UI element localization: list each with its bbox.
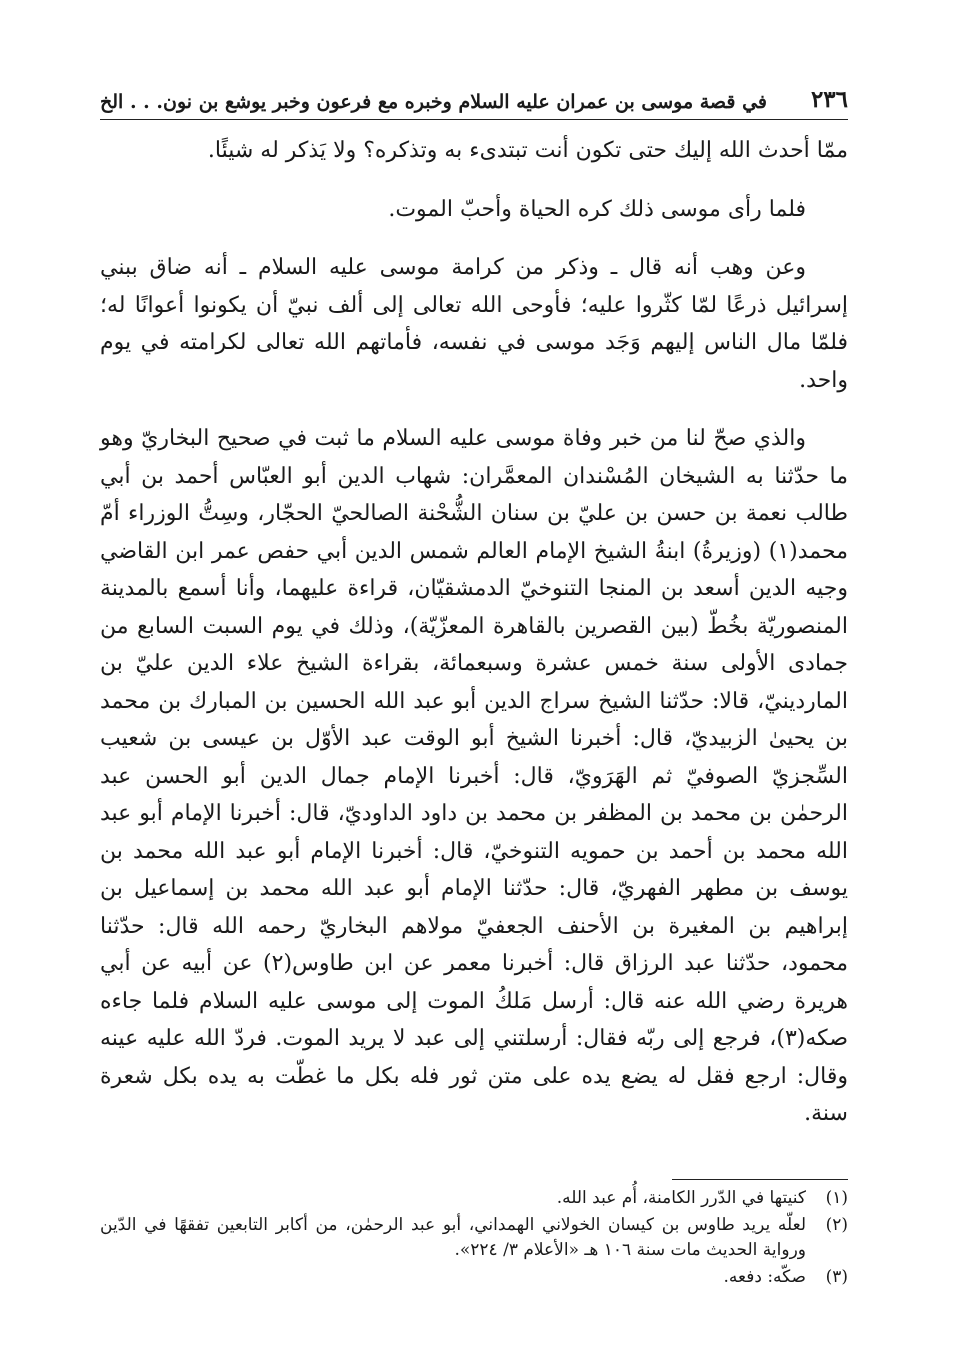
footnote-number: (١): [825, 1188, 848, 1208]
paragraph-3: وعن وهب أنه قال ـ وذكر من كرامة موسى عليه السلام ـ أنه ضاق ببني إسرائيل ذرعًا لمّا كثّروا عليه؛ فأوحى الله تعالى إلى ألف نبيّ أن يكونوا أعوانًا له؛ فلمّا مال الناس إليهم وَجَد موسى في نفسه، فأماتهم الله تعالى لكرامته في يوم واحد.: [100, 255, 848, 393]
footnote-1: [100, 1186, 848, 1211]
footnote-text: كنيتها في الدّرر الكامنة، أُم عبد الله.: [556, 1188, 806, 1208]
footnotes: [100, 1186, 848, 1292]
paragraph-4-part-a: والذي صحّ لنا من خبر وفاة موسى عليه السلام ما ثبت في صحيح البخاريّ وهو ما حدّثنا به الشيخان المُسْندان المعمَّران: شهاب الدين أبو العبّاس أحمد بن أبي طالب نعمة بن حسن بن عليّ بن سنان الشُّحْنة الصالحيّ الحجّار، وسِتُّ الوزراء أمّ محمد: [100, 426, 848, 564]
paragraph-2: فلما رأى موسى ذلك كره الحياة وأحبّ الموت.: [388, 196, 806, 222]
footnote-ref-2: (٢): [263, 951, 293, 976]
footnote-2: [100, 1213, 848, 1263]
footnote-ref-3: (٣): [776, 1026, 806, 1051]
footnote-number: (٢): [825, 1215, 848, 1235]
footnote-divider: [672, 1179, 848, 1180]
paragraph-1: ممّا أحدث الله إليك حتى تكون أنت تبتدىء به وتذكره؟ ولا يَذكر له شيئًا.: [207, 138, 848, 163]
footnote-ref-1: (١): [768, 538, 798, 564]
footnote-text: لعلّه يريد طاوس بن كيسان الخولاني الهمداني، أبو عبد الرحمٰن، من أكابر التابعين تفقهًا في الدّين ورواية الحديث مات سنة ١٠٦ هـ «الأعلام ٣/ ٢٢٤».: [100, 1215, 806, 1260]
main-text: [100, 132, 848, 1133]
footnote-text: صكّه: دفعه.: [723, 1267, 806, 1287]
page-number: ٢٣٦: [810, 86, 848, 113]
footnote-3: [100, 1265, 848, 1290]
paragraph-4-part-d: ، فرجع إلى ربّه فقال: أرسلتني إلى عبد لا يريد الموت. فردّ الله عليه عينه وقال: ارجع فقل له يضع يده على متن ثور فله بكل ما غطّت به يده بكل شعرة سنة.: [100, 1026, 848, 1126]
footnote-number: (٣): [825, 1267, 848, 1287]
paragraph-4-part-b: (وزيرةُ) ابنةُ الشيخ الإمام العالم شمس الدين أبي حفص عمر ابن القاضي وجيه الدين أسعد بن المنجا التنوخيّ الدمشقيّان، قراءة عليهما، وأنا أسمع بالمدينة المنصوريّة بخُطّ (بين القصرين بالقاهرة المعزّيّة)، وذلك في يوم السبت السابع من جمادى الأولى سنة خمس عشرة وسبعمائة، بقراءة الشيخ علاء الدين عليّ بن الماردينيّ، قالا: حدّثنا الشيخ سراج الدين أبو عبد الله الحسين بن المبارك بن محمد بن يحيىٰ الزبيديّ، قال: أخبرنا الشيخ أبو الوقت عبد الأوّل بن عيسى بن شعيب السِّجزيّ الصوفيّ ثم الهَرَويّ، قال: أخبرنا الإمام جمال الدين أبو الحسن عبد الرحمٰن بن محمد بن المظفر بن محمد بن داود الداوديّ، قال: أخبرنا الإمام أبو عبد الله محمد بن أحمد بن حمويه التنوخيّ، قال: أخبرنا الإمام أبو عبد الله محمد بن يوسف بن مطهر الفهريّ، قال: حدّثنا الإمام أبو عبد الله محمد بن إسماعيل بن إبراهيم بن المغيرة بن الأحنف الجعفيّ مولاهم البخاريّ رحمه الله قال: حدّثنا محمود، حدّثنا عبد الرزاق قال: أخبرنا معمر عن ابن طاوس: [100, 538, 849, 976]
paragraph-4: [100, 420, 848, 1133]
paragraph-4-part-c: عن أبيه عن أبي هريرة رضي الله عنه قال: أرسل مَلكُ الموت إلى موسى عليه السلام فلما جاءه صكه: [100, 951, 848, 1051]
running-title: في قصة موسى بن عمران عليه السلام وخبره مع فرعون وخبر يوشع بن نون. . . الخ: [100, 91, 768, 113]
page-header: [100, 80, 848, 120]
